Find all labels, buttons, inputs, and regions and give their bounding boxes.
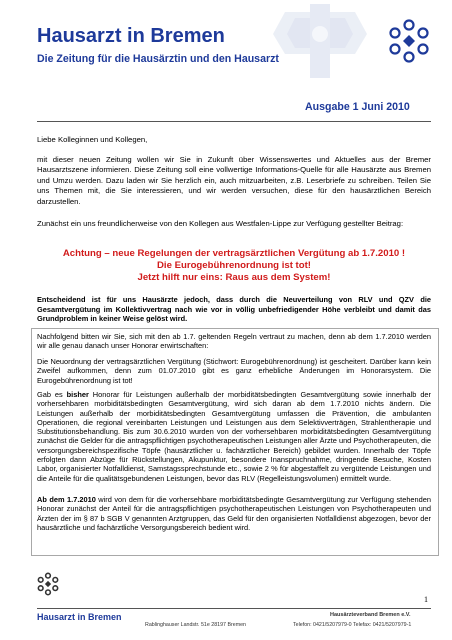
footer-divider	[37, 608, 431, 609]
bremen-key-watermark	[255, 4, 385, 78]
greeting: Liebe Kolleginnen und Kollegen,	[37, 135, 148, 144]
intro-paragraph: mit dieser neuen Zeitung wollen wir Sie in Zukunft über Wissenswertes und Aktuelles aus der Bremer Hausarztszene informieren. Diese Zeitung soll eine vollwertige Informations-Quelle für alle Hausärzte aus Bremen und Umzu werden. Dazu laden wir Sie herzlich ein, auch mitzuarbeiten, z.B. Leserbriefe zu schreiben. Teilen Sie uns Themen mit, die Sie interessieren, und wir werden versuchen, diese für den hausärztlichen Bereich darzustellen.	[37, 155, 431, 206]
lead-paragraph: Entscheidend ist für uns Hausärzte jedoch, dass durch die Neuverteilung von RLV und QZV die Gesamtvergütung im Kollektivvertrag nach wie vor in völlig unbefriedigender Höhe verbleibt und damit das Grundproblem in keiner Weise gelöst wird.	[37, 295, 431, 324]
issue-label: Ausgabe 1 Juni 2010	[305, 101, 410, 113]
hausaerzteverband-logo-icon	[386, 18, 432, 64]
headline-3: Jetzt hilft nur eins: Raus aus dem System!	[137, 272, 331, 283]
box-paragraph-3: Gab es bisher Honorar für Leistungen außerhalb der morbiditätsbedingten Gesamtvergütung sowie innerhalb der vorhersehbaren morbiditätsbedingten Gesamtvergütung, wird sich daran ab dem 1.7.2010 nichts ändern. Die Leistungen außerhalb der morbiditätsbedingten Gesamtvergütung umfassen die Prävention, die ambulanten Operationen, die regional vereinbarten Leistungen und Leistungen aus dem Selektivverträgen, Strahlentherapie und Substitutionsbehandlung. Bis zum 30.6.2010 wurden von der vorhersehbaren morbiditätsbedingten Gesamtvergütung zunächst die Gelder für die antragspflichtigen psychotherapeutischen Leistungen aller Ärzte und Psychotherapeuten, die versorgungsbereichspezifische Töpfe (hausärztlicher u. fachärztlicher Bereich) gebildet wurden. Innerhalb der Töpfe erfolgten dann Abzüge für Rückstellungen, Akupunktur, besondere Inanspruchnahme, dringende Besuche, Kosten Labor, organisierter Notfalldienst, Samstagssprechstunde etc., sowie 2 % für abgestaffelt zu vergütende Leistungen und die Anteile für die qualitätsgebundenen Leistungen, bevor das RLV (Regelleistungsvolumen) ermittelt wurde.	[37, 390, 432, 483]
footer-title: Hausarzt in Bremen	[37, 612, 122, 622]
headline-2: Die Eurogebührenordnung ist tot!	[156, 260, 312, 271]
box-paragraph-1: Nachfolgend bitten wir Sie, sich mit den ab 1.7. geltenden Regeln vertraut zu machen, denn ab dem 1.7.2010 werden wir alle genau danach unser Honorar erwirtschaften:	[37, 332, 431, 351]
box-paragraph-2: Die Neuordnung der vertragsärztlichen Vergütung (Stichwort: Eurogebührenordnung) ist gescheitert. Darüber kann kein Zweifel aufkommen, denn zum 01.07.2010 gibt es ganz erhebliche Änderungen im Honorarsystem. Die Eurogebührenordnung ist tot!	[37, 357, 431, 385]
footer-contact: Telefon: 0421/5207979-0 Telefax: 0421/5207979-1	[293, 622, 412, 628]
hausaerzteverband-small-logo-icon	[36, 572, 60, 596]
header-divider	[37, 121, 431, 122]
footer-publisher: Hausärzteverband Bremen e.V.	[330, 612, 411, 618]
footer-address: Rablinghauser Landstr. 51e 28197 Bremen	[145, 622, 247, 628]
headline-1: Achtung – neue Regelungen der vertragsärztlichen Vergütung ab 1.7.2010 !	[62, 248, 406, 259]
page-subtitle: Die Zeitung für die Hausärztin und den Hausarzt	[37, 53, 279, 65]
page-title: Hausarzt in Bremen	[37, 25, 225, 47]
box-paragraph-4: Ab dem 1.7.2010 wird von dem für die vorhersehbare morbiditätsbedingte Gesamtvergütung zur Verfügung stehenden Honorar zunächst der Anteil für die antragspflichtigen psychotherapeutischen Leistungen von Psychotherapeuten und Ärzten der im § 87 b SGB V genannten Arztgruppen, das Geld für den organisierten Notfalldienst abgezogen, bevor der hausärztliche und fachärztliche Versorgungsbereich bedient wird.	[37, 495, 431, 532]
thanks-paragraph: Zunächst ein uns freundlicherweise von den Kollegen aus Westfalen-Lippe zur Verfügung gestellter Beitrag:	[37, 219, 404, 228]
page-number: 1	[424, 595, 428, 604]
